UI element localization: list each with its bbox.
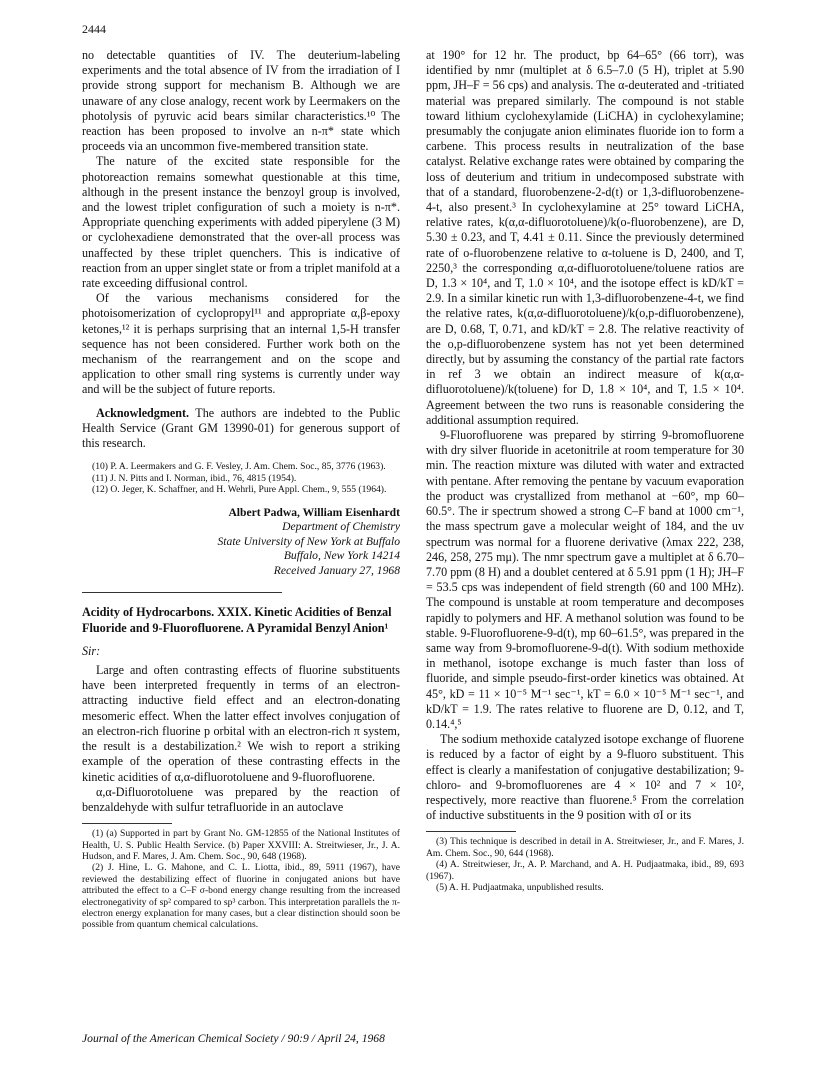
acknowledgment-body: The authors are indebted to the Public Health Service (Grant GM 13990-01) for generous support of this research. bbox=[82, 405, 400, 451]
footnote-12: (12) O. Jeger, K. Schaffner, and H. Wehrli, Pure Appl. Chem., 9, 555 (1964). bbox=[92, 484, 387, 496]
paragraph: no detectable quantities of IV. The deuterium-labeling experiments and the total absence of IV from the irradiation of I provide strong support for mechanism B. Although we are unaware of any close analogy, recent work by Leermakers on the photolysis of pyruvic acid bears similar characteristics.¹⁰ The reaction has been proposed to involve an n-π* state which proceeds via an uncommon five-membered transition state. bbox=[82, 48, 400, 154]
paragraph: at 190° for 12 hr. The product, bp 64–65° (66 torr), was identified by nmr (multiplet at δ 6.5–7.0 (5 H), triplet at 5.90 ppm, JH–F = 56 cps) and analysis. The α-deuterated and -tritiated material was prepared similarly. The compound is not stable toward lithium cyclohexylamide (LiCHA) in cyclohexylamine; presumably the conjugate anion eliminates fluoride ion to form a carbene. This process results in neutralization of the base catalyst. Relative exchange rates were obtained by comparing the loss of deuterium and tritium in undecomposed substrate with that of a standard, fluorobenzene-2-d(t) or 1,3-difluorobenzene-4-t, also present.³ In cyclohexylamine at 25° toward LiCHA, relative rates, k(α,α-difluorotoluene)/k(o-fluorobenzene), are D, 5.30 ± 0.23, and T, 4.41 ± 0.11. Since the previously determined rate of o-fluorobenzene relative to α-toluene is D, 2400, and T, 2250,³ the corresponding α,α-difluorotoluene/toluene ratios are D, 1.3 × 10⁴, and T, 1.0 × 10⁴, and the isotope effect is kD/kT = 2.9. In a similar kinetic run with 1,3-difluorobenzene-4-t, we find the relative rates, k(α,α-difluorotoluene)/k(o,p-difluorobenzene), are D, 0.68, T, 0.71, and kD/kT = 2.8. The relative reactivity of the o,p-difluorobenzene system has not yet been determined directly, but by assuming the constancy of the partial rate factors in ref 3 we obtain an indirect measure of k(α,α-difluorotoluene)/k(toluene) for D, 1.8 × 10⁴, and T, 1.5 × 10⁴. Agreement between the two runs is reasonable considering the additional assumption required. bbox=[426, 48, 744, 427]
author-signature bbox=[82, 506, 400, 579]
footnote-5: (5) A. H. Pudjaatmaka, unpublished results. bbox=[436, 881, 604, 893]
footnotes-top bbox=[82, 461, 400, 495]
paragraph: 9-Fluorofluorene was prepared by stirring 9-bromofluorene with dry silver fluoride in acetonitrile at room temperature for 30 min. The reaction mixture was diluted with water and extracted with pentane. After removing the pentane by vacuum evaporation the product was crystallized from methanol at −60°, mp 60–60.5°. The ir spectrum showed a strong C–F band at 1000 cm⁻¹, the mass spectrum gave a molecular weight of 184, and the uv spectrum was normal for a fluorene derivative (λmax 222, 238, 246, 258, 275 mμ). The nmr spectrum gave a multiplet at δ 6.70–7.70 ppm (8 H) and a doublet centered at δ 5.91 ppm (1 H); JH–F = 53.5 cps was independent of field strength (60 and 100 MHz). The compound is unstable at room temperature and decomposes rapidly to polymers and HF. A methanol solution was found to be stable. 9-Fluorofluorene-9-d(t), mp 60–61.5°, was prepared in the same way from 9-bromofluorene-9-d(t). With sodium methoxide in methanol, isotope exchange is much faster than loss of fluoride, and simple pseudo-first-order kinetics was obtained. At 45°, kD = 11 × 10⁻⁵ M⁻¹ sec⁻¹, kT = 6.0 × 10⁻⁵ M⁻¹ sec⁻¹, and kD/kT = 1.9. The rates relative to fluorene are D, 0.12, and T, 0.14.⁴,⁵ bbox=[426, 428, 744, 731]
author-names: Albert Padwa, William Eisenhardt bbox=[228, 505, 400, 519]
footnote-10: (10) P. A. Leermakers and G. F. Vesley, J. Am. Chem. Soc., 85, 3776 (1963). bbox=[92, 461, 386, 473]
footnote-2: (2) J. Hine, L. G. Mahone, and C. L. Liotta, ibid., 89, 5911 (1967), have reviewed the destabilizing effect of fluorine in conjugated anions but have attributed the effect to a C–F σ-bond energy change resulting from the increased electronegativity of sp² compared to sp³ carbon. This interpretation parallels the π-electron energy explanation for many cases, but a clear distinction should soon be possible from quantum chemical calculations. bbox=[82, 862, 400, 931]
footnote-divider bbox=[82, 823, 172, 824]
salutation: Sir: bbox=[82, 643, 101, 658]
paragraph: Large and often contrasting effects of fluorine substituents have been interpreted frequently in terms of an electron-attracting inductive field effect and an electron-donating mesomeric effect. When the latter effect involves conjugation of an electron-rich fluorine p orbital with an electron-rich π system, the result is a destabilization.² We wish to report a striking example of the operation of these contrasting effects in the kinetic acidities of α,α-difluorotoluene and 9-fluorofluorene. bbox=[82, 663, 400, 784]
footnote-divider bbox=[426, 831, 516, 832]
journal-footer: Journal of the American Chemical Society / 90:9 / April 24, 1968 bbox=[82, 1032, 385, 1045]
paragraph: α,α-Difluorotoluene was prepared by the reaction of benzaldehyde with sulfur tetrafluoride in an autoclave bbox=[82, 784, 400, 814]
author-department: Department of Chemistry bbox=[282, 520, 400, 534]
paragraph: The sodium methoxide catalyzed isotope exchange of fluorene is reduced by a factor of eight by a 9-fluoro substituent. This effect is clearly a manifestation of conjugative destabilization; 9-chloro- and 9-bromofluorenes are 4 × 10² and 7 × 10², respectively, more reactive than fluorene.⁵ From the correlation of inductive substituents in the 9 position with σI or its bbox=[426, 732, 744, 823]
acknowledgment-heading: Acknowledgment. bbox=[96, 405, 190, 420]
page-number: 2444 bbox=[82, 22, 106, 36]
footnote-4: (4) A. Streitwieser, Jr., A. P. Marchand, and A. H. Pudjaatmaka, ibid., 89, 693 (1967). bbox=[426, 859, 744, 882]
right-column bbox=[426, 48, 744, 893]
footnote-3: (3) This technique is described in detail in A. Streitwieser, Jr., and F. Mares, J. Am. Chem. Soc., 90, 644 (1968). bbox=[426, 836, 744, 859]
footnote-1: (1) (a) Supported in part by Grant No. GM-12855 of the National Institutes of Health, U. S. Public Health Service. (b) Paper XXVIII: A. Streitwieser, Jr., J. A. Hudson, and F. Mares, J. Am. Chem. Soc., 90, 648 (1968). bbox=[82, 828, 400, 862]
article-title: Acidity of Hydrocarbons. XXIX. Kinetic Acidities of Benzal Fluoride and 9-Fluorofluorene. A Pyramidal Benzyl Anion¹ bbox=[82, 605, 392, 635]
left-column bbox=[82, 48, 400, 931]
acknowledgment bbox=[82, 406, 400, 452]
author-university: State University of New York at Buffalo bbox=[217, 534, 400, 548]
received-date: Received January 27, 1968 bbox=[273, 563, 400, 577]
section-divider bbox=[82, 592, 282, 593]
paragraph: Of the various mechanisms considered for the photoisomerization of cyclopropyl¹¹ and appropriate α,β-epoxy ketones,¹² it is perhaps surprising that an internal 1,5-H transfer sequence has not been considered. Further work both on the mechanism of the rearrangement and on the scope and application to other small ring systems is currently under way and will be the subject of future reports. bbox=[82, 291, 400, 397]
footnote-11: (11) J. N. Pitts and I. Norman, ibid., 76, 4815 (1954). bbox=[92, 472, 297, 484]
paragraph: The nature of the excited state responsible for the photoreaction remains somewhat questionable at this time, although in the present instance the benzoyl group is involved, and the lowest triplet configuration of such a moiety is n-π*. Appropriate quenching experiments with added piperylene (3 M) or cyclohexadiene demonstrated that the over-all process was unaffected by these triplet quenchers. This is indicative of reaction from an upper singlet state or from a triplet manifold at a rate exceeding diffusional control. bbox=[82, 154, 400, 291]
author-city: Buffalo, New York 14214 bbox=[283, 549, 400, 563]
